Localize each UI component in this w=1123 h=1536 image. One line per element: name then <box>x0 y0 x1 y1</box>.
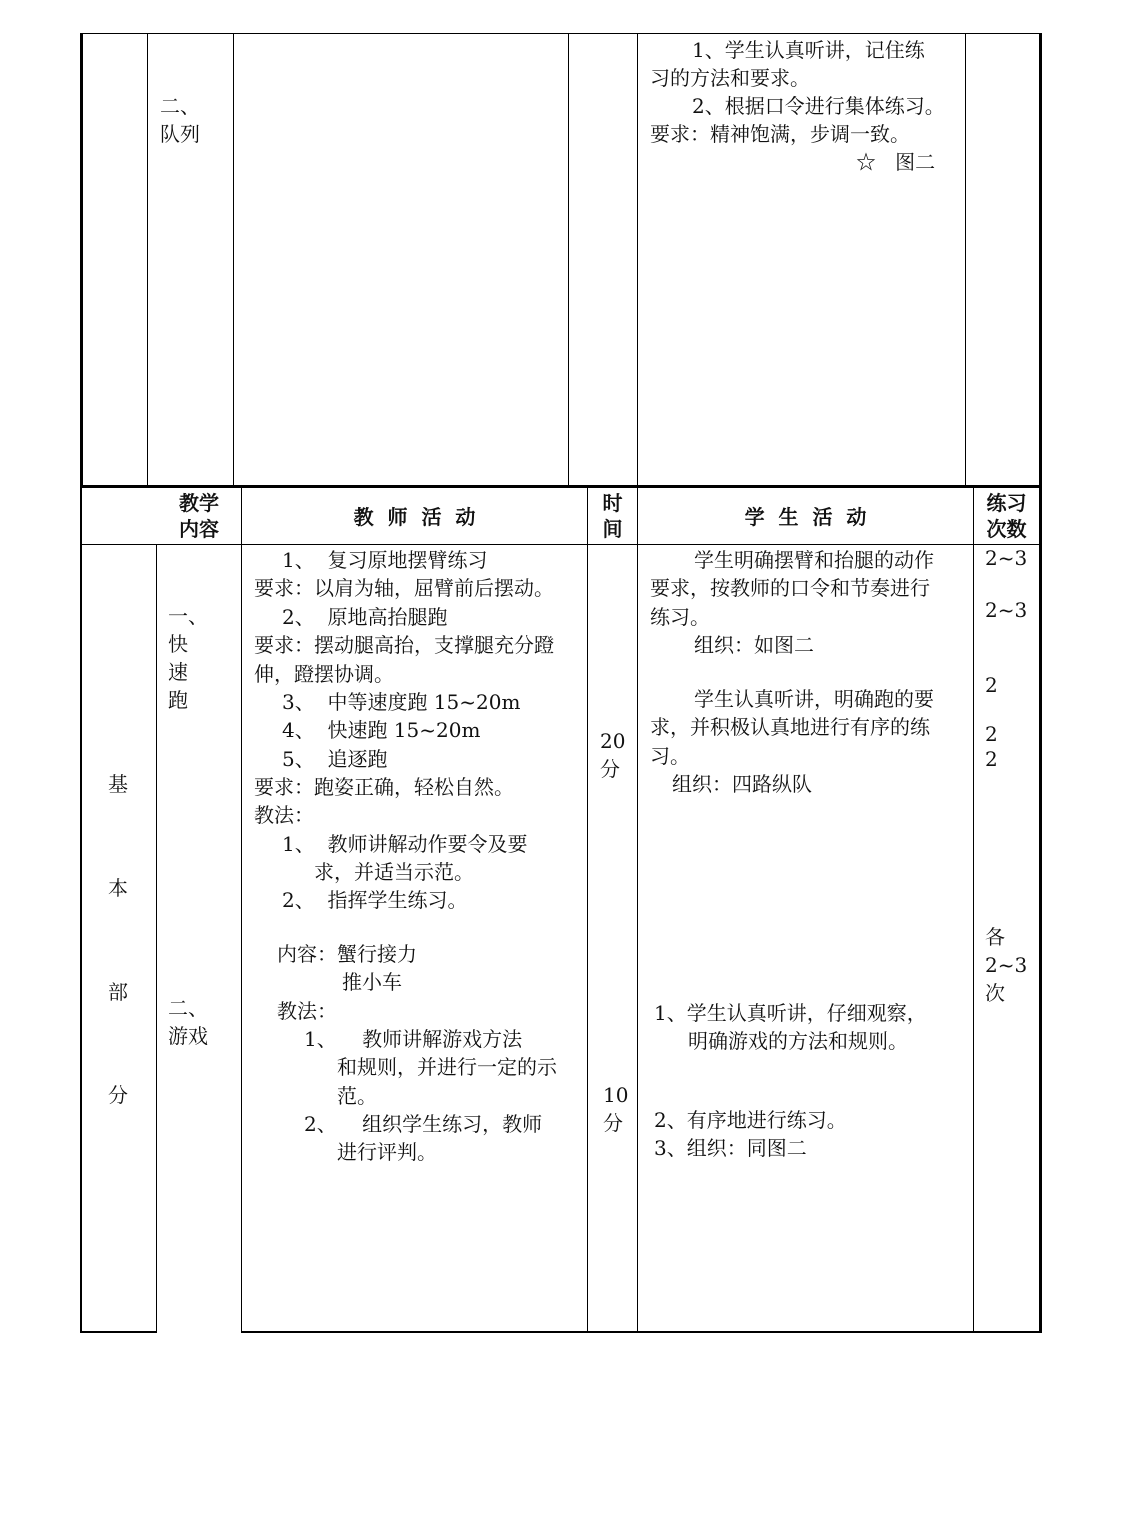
header-teacher: 教 师 活 动 <box>353 505 476 529</box>
t2-header-left <box>80 488 82 545</box>
t1-right-border <box>1039 33 1042 488</box>
t2-col-line <box>637 488 638 1333</box>
t2-bottom-border <box>241 1331 1042 1333</box>
header-time: 时 间 <box>602 491 623 541</box>
t1-top-border <box>80 33 1042 34</box>
t1-left-border <box>80 33 83 488</box>
t1-col-line <box>568 33 569 488</box>
t2-col-line <box>241 488 242 1333</box>
table-divider <box>80 485 1042 488</box>
t2-col-line <box>587 488 588 1333</box>
t2-col-line <box>156 545 157 1333</box>
time-20min: 20 分 <box>600 729 626 781</box>
t2-bottom-border <box>80 1331 157 1333</box>
t1-col-line <box>637 33 638 488</box>
header-student: 学 生 活 动 <box>744 505 867 529</box>
content-item-game: 二、 游戏 <box>168 996 208 1048</box>
t1-col-line <box>965 33 966 488</box>
t2-col-line <box>973 488 974 1333</box>
header-practice: 练习 次数 <box>986 491 1027 541</box>
t1-col-line <box>147 33 148 488</box>
t2-header-bottom <box>80 544 1042 545</box>
t2-right-border <box>1039 488 1042 1333</box>
t2-left-border <box>80 545 82 1333</box>
header-content: 教学 内容 <box>179 491 219 541</box>
content-item-fast-run: 一、 快 速 跑 <box>168 604 208 712</box>
t1-content-label: 二、 队列 <box>160 94 200 146</box>
t1-col-line <box>233 33 234 488</box>
time-10min: 10 分 <box>603 1083 629 1135</box>
